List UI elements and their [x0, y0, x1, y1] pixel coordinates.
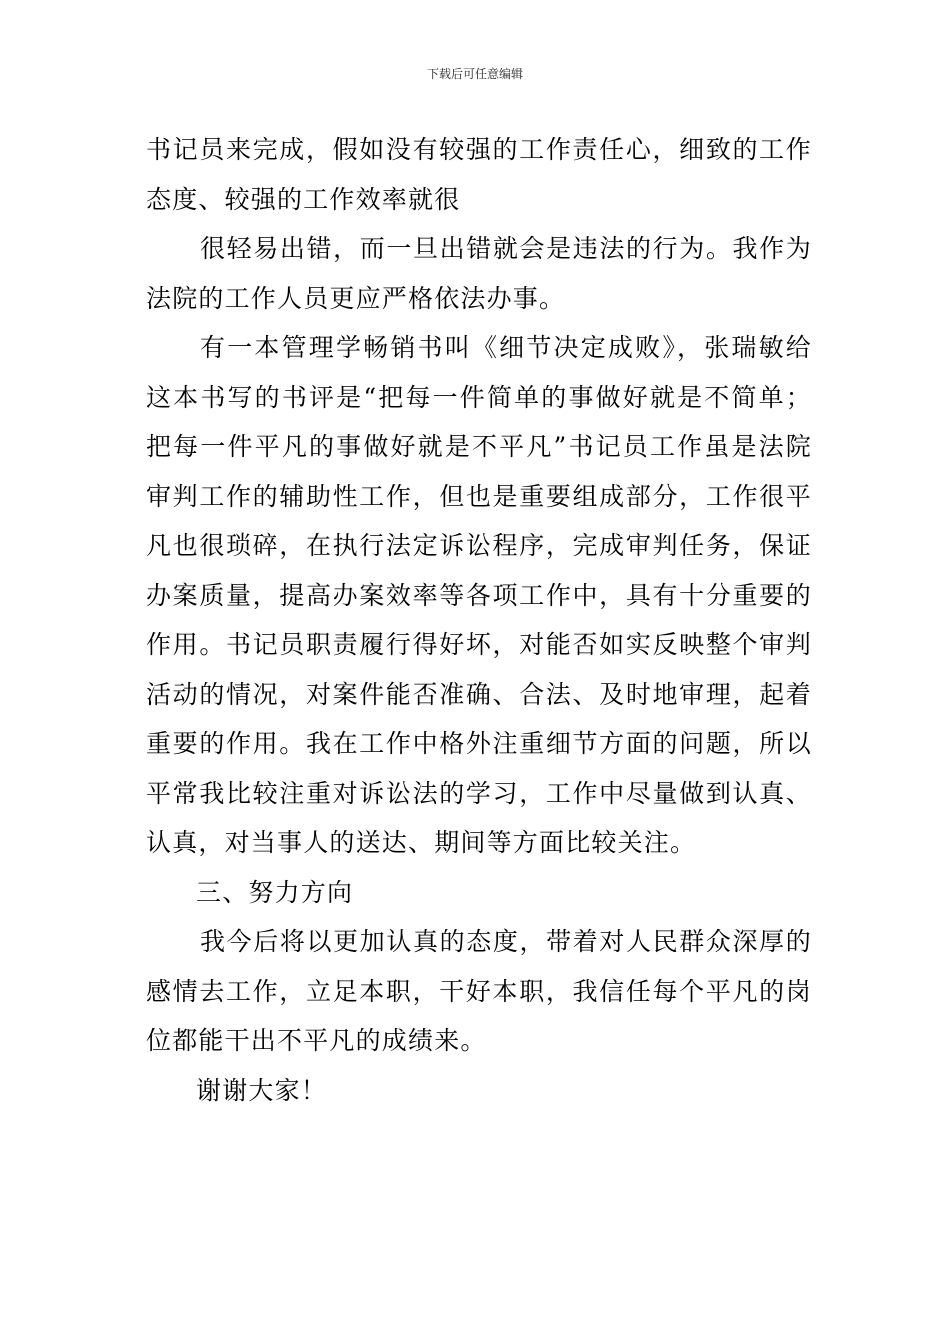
closing-line: 谢谢大家！ — [196, 1075, 328, 1105]
page-header: 下载后可任意编辑 — [426, 67, 523, 81]
document-body — [146, 125, 812, 1115]
paragraph: 我今后将以更加认真的态度，带着对人民群众深厚的感情去工作，立足本职，干好本职，我信任每个平凡的岗位都能干出不平凡的成绩来。 — [146, 927, 812, 1055]
section-heading: 三、努力方向 — [196, 877, 354, 907]
paragraph: 很轻易出错，而一旦出错就会是违法的行为。我作为法院的工作人员更应严格依法办事。 — [146, 234, 812, 313]
paragraph-continuation: 书记员来完成，假如没有较强的工作责任心，细致的工作态度、较强的工作效率就很 — [146, 135, 812, 214]
paragraph: 有一本管理学畅销书叫《细节决定成败》，张瑞敏给这本书写的书评是“把每一件简单的事做好就是不简单；把每一件平凡的事做好就是不平凡”书记员工作虽是法院审判工作的辅助性工作，但也是重要组成部分，工作很平凡也很琐碎，在执行法定诉讼程序，完成审判任务，保证办案质量，提高办案效率等各项工作中，具有十分重要的作用。书记员职责履行得好坏，对能否如实反映整个审判活动的情况，对案件能否准确、合法、及时地审理，起着重要的作用。我在工作中格外注重细节方面的问题，所以平常我比较注重对诉讼法的学习，工作中尽量做到认真、认真，对当事人的送达、期间等方面比较关注。 — [146, 333, 812, 857]
